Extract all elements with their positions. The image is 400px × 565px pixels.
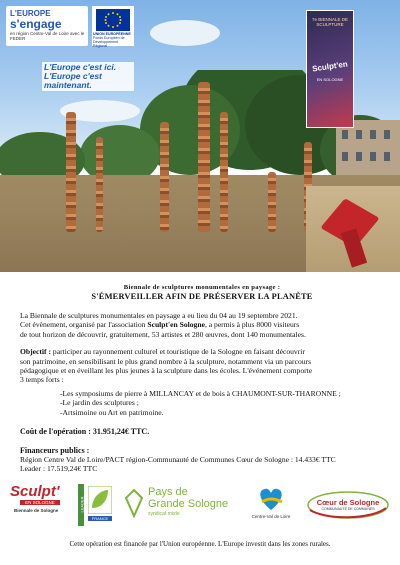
objective-paragraph bbox=[20, 347, 384, 385]
poster-word: Sculpt'en bbox=[311, 59, 349, 74]
footer-statement: Cette opération est financée par l'Union européenne. L'Europe investit dans les zones rurales. bbox=[69, 540, 331, 548]
objective-label: Objectif : bbox=[20, 347, 51, 357]
objective-line bbox=[20, 347, 384, 356]
list-item: -Le jardin des sculptures ; bbox=[60, 398, 139, 408]
article bbox=[20, 274, 384, 474]
intro-paragraph bbox=[20, 311, 384, 339]
totem-sculpture bbox=[198, 82, 210, 232]
sculpt-logo-caption: Biennale de Sologne bbox=[14, 508, 59, 513]
partner-logos bbox=[10, 484, 390, 530]
totem-sculpture bbox=[160, 122, 169, 232]
funders-title: Financeurs publics : bbox=[20, 446, 90, 456]
totem-sculpture bbox=[268, 172, 276, 232]
eu-tag-2: L'Europe c'est maintenant. bbox=[44, 71, 102, 90]
coeur-de-sologne-logo bbox=[306, 484, 390, 526]
sculpt-logo-main: Sculpt' bbox=[10, 483, 60, 500]
red-sculpture-photo bbox=[306, 186, 400, 272]
europe-sengage-logo bbox=[6, 6, 88, 46]
eu-logo-line1: L'EUROPE bbox=[10, 9, 51, 18]
pays-logo-line3: syndicat mixte bbox=[148, 511, 180, 517]
eu-logo-sub: en région Centre-Val de Loire avec le FEDER bbox=[10, 31, 85, 41]
highlights-list bbox=[20, 389, 384, 417]
eu-logo-line2: s'engage bbox=[10, 17, 62, 31]
intro-text: , a permis à plus 8000 visiteurs bbox=[204, 320, 300, 330]
list-item: -Artsimoine ou Art en patrimoine. bbox=[60, 407, 164, 417]
intro-line bbox=[20, 320, 384, 329]
leader-country: FRANCE bbox=[88, 516, 112, 521]
association-name: Sculpt'en Sologne bbox=[147, 320, 205, 330]
eu-flag-logo bbox=[92, 6, 134, 46]
list-item: -Les symposiums de pierre à MILLANCAY et de bois à CHAUMONT-SUR-THARONNE ; bbox=[60, 388, 341, 398]
leaf-icon bbox=[124, 488, 144, 518]
hero-photo bbox=[0, 0, 400, 272]
pays-logo-line1: Pays de bbox=[148, 486, 188, 498]
article-headline: S'ÉMERVEILLER AFIN DE PRÉSERVER LA PLANÈTE bbox=[91, 292, 313, 301]
objective-line: 3 temps forts : bbox=[20, 375, 64, 385]
funders-line: Leader : 17.519,24€ TTC bbox=[20, 464, 98, 474]
coeur-logo-sub: COMMUNAUTÉ DE COMMUNES bbox=[321, 507, 375, 511]
objective-line: pédagogique et en éveillant les plus jeunes à la sculpture dans les écoles. L'événement comporte bbox=[20, 366, 313, 376]
leader-caption: LEADER bbox=[79, 496, 85, 513]
totem-sculpture bbox=[96, 137, 103, 232]
eu-flag-caption-1: UNION EUROPÉENNE bbox=[93, 32, 131, 36]
totem-sculpture bbox=[66, 112, 76, 232]
eu-tag-1: L'Europe c'est ici. bbox=[44, 62, 117, 72]
objective-line: son patrimoine, en sensibilisant le plus grand nombre à la sculpture, notamment via un parcours bbox=[20, 356, 312, 366]
operation-cost: Coût de l'opération : 31.951,24€ TTC. bbox=[20, 427, 150, 437]
intro-text: Cet évènement, organisé par l'association bbox=[20, 320, 148, 330]
eu-flag-caption-2: Fonds Européen de Développement Régional bbox=[93, 36, 125, 48]
article-kicker: Biennale de sculptures monumentales en paysage : bbox=[123, 284, 281, 291]
sculpt-en-sologne-logo bbox=[10, 484, 70, 526]
sculpt-logo-sub: EN SOLOGNE bbox=[20, 500, 60, 505]
region-heart-icon bbox=[256, 486, 286, 512]
leaf-icon bbox=[88, 486, 112, 514]
eu-branding bbox=[6, 6, 134, 90]
pays-logo-line2: Grande Sologne bbox=[148, 498, 229, 510]
eu-flag-icon bbox=[96, 9, 130, 31]
objective-text: participer au rayonnement culturel et touristique de la Sologne en faisant découvrir bbox=[51, 347, 305, 357]
intro-line: de tout horizon de découvrir, gratuitement, 53 artistes et 280 œuvres, dont 140 monumentales. bbox=[20, 329, 306, 339]
eu-tagline bbox=[42, 62, 134, 91]
totem-sculpture bbox=[220, 112, 228, 232]
intro-line: La Biennale de sculptures monumentales en paysage a eu lieu du 04 au 19 septembre 2021. bbox=[20, 311, 298, 320]
leader-logo bbox=[78, 484, 114, 526]
funders-line: Région Centre Val de Loire/PACT région-Communauté de Communes Cœur de Sologne : 14.433€ TTC bbox=[20, 455, 336, 465]
biennale-poster bbox=[306, 10, 354, 128]
poster-place: EN SOLOGNE bbox=[316, 77, 344, 82]
coeur-logo-main: Cœur de Sologne bbox=[316, 498, 380, 507]
region-centre-logo bbox=[246, 484, 296, 526]
region-caption: Centre-Val de Loire bbox=[251, 514, 291, 519]
pays-grande-sologne-logo bbox=[124, 484, 234, 526]
poster-title: 7e BIENNALE DE SCULPTURE bbox=[311, 17, 348, 27]
